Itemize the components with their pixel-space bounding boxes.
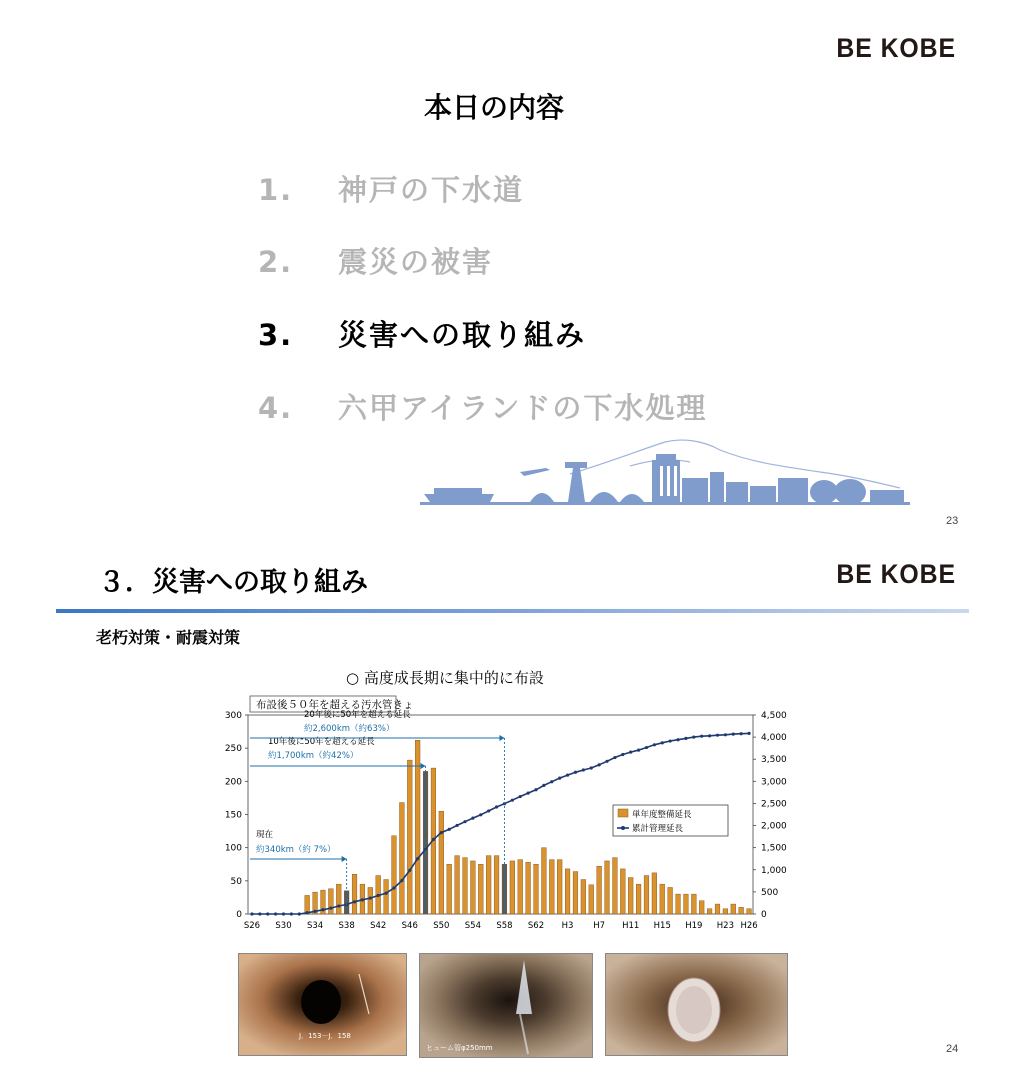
title-divider	[56, 609, 969, 613]
line-point-S45	[400, 879, 403, 882]
line-point-S34	[313, 910, 316, 913]
bar-S54	[471, 861, 476, 914]
bar-H18	[684, 894, 689, 914]
line-point-H5	[582, 768, 585, 771]
agenda-item-1[interactable]	[258, 168, 958, 240]
line-point-S43	[384, 892, 387, 895]
x-tick-label: H26	[740, 921, 758, 931]
legend-swatch-bar	[618, 809, 628, 817]
line-point-H12	[637, 749, 640, 752]
x-tick-label: S62	[527, 921, 545, 931]
line-point-S49	[432, 838, 435, 841]
bar-S53	[463, 858, 468, 914]
y-right-tick-label: 4,500	[761, 711, 787, 721]
bar-S61	[526, 862, 531, 914]
line-point-S35	[321, 908, 324, 911]
line-point-S55	[479, 813, 482, 816]
brand-logo: BE KOBE	[836, 33, 956, 63]
annotation-arrowhead	[499, 735, 504, 741]
line-point-S62	[534, 788, 537, 791]
bar-H19	[691, 894, 696, 914]
line-point-H6	[590, 766, 593, 769]
y-left-tick-label: 0	[236, 910, 242, 920]
y-right-tick-label: 4,000	[761, 733, 787, 744]
legend-label-line: 累計管理延長	[632, 824, 684, 834]
line-point-H10	[621, 753, 624, 756]
page-number: 24	[946, 1043, 959, 1055]
legend-label-bar: 単年度整備延長	[632, 810, 692, 820]
x-tick-label: H11	[622, 921, 640, 931]
pipe-inspection-photo-1	[238, 953, 407, 1056]
bar-S44	[392, 836, 397, 914]
bar-H22	[715, 904, 720, 914]
kobe-skyline-illustration	[420, 432, 910, 512]
bar-H8	[605, 861, 610, 914]
bar-S46	[407, 760, 412, 914]
pipe-length-chart	[220, 692, 787, 940]
bar-H21	[707, 909, 712, 914]
x-tick-label: S38	[338, 921, 355, 931]
bar-H12	[636, 884, 641, 914]
line-point-H20	[700, 735, 703, 738]
bar-H14	[652, 873, 657, 914]
bar-S50	[439, 811, 444, 914]
line-point-S57	[495, 805, 498, 808]
line-point-H23	[724, 733, 727, 736]
line-point-S60	[519, 795, 522, 798]
line-point-S41	[369, 896, 372, 899]
line-point-S52	[456, 824, 459, 827]
line-point-H14	[653, 743, 656, 746]
x-tick-label: H3	[561, 921, 574, 931]
line-point-H26	[747, 732, 750, 735]
bar-S56	[486, 856, 491, 914]
x-tick-label: H7	[593, 921, 606, 931]
line-point-S28	[266, 912, 269, 915]
pipe-inspection-photo-2	[419, 953, 593, 1058]
line-point-S59	[511, 799, 514, 802]
bar-H7	[597, 866, 602, 914]
line-point-H16	[669, 739, 672, 742]
line-point-S51	[448, 828, 451, 831]
photo-caption: ヒューム管φ250mm	[426, 1044, 493, 1052]
y-right-tick-label: 2,000	[761, 821, 787, 832]
agenda-item-label: 災害への取り組み	[338, 318, 587, 352]
line-point-S29	[274, 912, 277, 915]
agenda-item-number: 1.	[258, 173, 294, 207]
annotation-value: 約2,600km（約63%）	[304, 724, 395, 734]
bar-S63	[542, 848, 547, 914]
page-number: 23	[946, 515, 959, 527]
bar-H26	[747, 909, 752, 914]
y-right-tick-label: 0	[761, 910, 767, 920]
agenda-item-3[interactable]	[258, 313, 958, 386]
bar-S52	[455, 856, 460, 914]
bar-S36	[328, 889, 333, 914]
bar-S60	[518, 860, 523, 914]
bar-H6	[589, 885, 594, 914]
line-point-H24	[732, 733, 735, 736]
agenda-item-2[interactable]	[258, 240, 958, 313]
bar-H1	[549, 860, 554, 914]
agenda-item-label: 六甲アイランドの下水処理	[338, 391, 708, 425]
slide-title: 本日の内容	[424, 91, 565, 124]
annotation-arrowhead	[342, 856, 347, 862]
line-point-S61	[527, 791, 530, 794]
x-tick-label: S30	[275, 921, 292, 931]
bar-S62	[534, 864, 539, 914]
bar-H16	[668, 887, 673, 914]
x-tick-label: S54	[464, 921, 481, 931]
bar-H24	[731, 904, 736, 914]
agenda-item-number: 2.	[258, 245, 294, 279]
line-point-S26	[250, 912, 253, 915]
bar-S43	[384, 880, 389, 914]
line-point-H9	[613, 756, 616, 759]
subtitle: 老朽対策・耐震対策	[96, 628, 241, 647]
pipe-inspection-photo-3	[605, 953, 788, 1056]
bar-H11	[628, 878, 633, 914]
bar-S55	[478, 864, 483, 914]
x-tick-label: S34	[306, 921, 324, 931]
y-right-tick-label: 3,500	[761, 755, 787, 766]
bar-S39	[352, 874, 357, 914]
bar-S37	[336, 884, 341, 914]
line-point-H15	[661, 741, 664, 744]
line-point-H18	[684, 737, 687, 740]
line-point-S53	[463, 820, 466, 823]
line-point-H3	[566, 773, 569, 776]
x-tick-label: S26	[243, 921, 261, 931]
line-point-H8	[605, 760, 608, 763]
line-point-S39	[353, 900, 356, 903]
line-point-H25	[740, 732, 743, 735]
line-point-S31	[290, 912, 293, 915]
line-point-H21	[708, 734, 711, 737]
x-tick-label: S58	[496, 921, 513, 931]
line-point-S50	[440, 831, 443, 834]
y-right-tick-label: 500	[761, 887, 779, 898]
line-point-H2	[558, 777, 561, 780]
y-left-tick-label: 150	[224, 810, 242, 821]
line-point-S33	[306, 911, 309, 914]
x-tick-label: S46	[401, 921, 418, 931]
annotation-label: 20年後に50年を超える延長	[304, 710, 411, 720]
line-point-S32	[298, 912, 301, 915]
bar-S57	[494, 856, 499, 914]
line-point-S40	[361, 898, 364, 901]
y-right-tick-label: 1,000	[761, 865, 787, 876]
x-tick-label: S50	[433, 921, 450, 931]
bar-H25	[739, 907, 744, 914]
brand-logo: BE KOBE	[836, 559, 956, 589]
agenda-item-label: 神戸の下水道	[338, 173, 525, 207]
section-title: ３．災害への取り組み	[98, 567, 368, 598]
y-left-tick-label: 200	[224, 777, 242, 788]
x-tick-label: H19	[685, 921, 703, 931]
line-point-S54	[471, 817, 474, 820]
photo-caption: J．153－J．158	[299, 1032, 351, 1040]
bar-H9	[613, 858, 618, 914]
agenda-item-number: 4.	[258, 391, 294, 425]
annotation-arrowhead	[421, 763, 426, 769]
x-tick-label: S42	[370, 921, 387, 931]
line-point-S44	[392, 886, 395, 889]
line-point-H11	[629, 751, 632, 754]
y-left-tick-label: 250	[224, 744, 242, 755]
chart-title: 布設後５０年を超える汚水管きょ	[256, 699, 414, 711]
line-point-S56	[487, 809, 490, 812]
y-right-tick-label: 1,500	[761, 843, 787, 854]
bar-H4	[573, 872, 578, 914]
bar-S59	[510, 861, 515, 914]
line-point-S36	[329, 906, 332, 909]
line-point-H17	[676, 738, 679, 741]
bar-S51	[447, 864, 452, 914]
x-tick-label: H15	[653, 921, 671, 931]
y-left-tick-label: 100	[224, 843, 242, 854]
bar-H3	[565, 869, 570, 914]
y-left-tick-label: 50	[230, 876, 242, 887]
line-point-H19	[692, 735, 695, 738]
y-left-tick-label: 300	[224, 711, 242, 721]
line-point-H7	[598, 763, 601, 766]
bar-S41	[368, 887, 373, 914]
bar-H15	[660, 884, 665, 914]
bar-H2	[557, 860, 562, 914]
bar-H17	[676, 894, 681, 914]
x-tick-label: H23	[716, 921, 734, 931]
agenda-item-number: 3.	[258, 318, 294, 352]
agenda-item-label: 震災の被害	[338, 245, 494, 279]
y-right-tick-label: 3,000	[761, 777, 787, 788]
bar-H23	[723, 909, 728, 914]
bar-S38	[344, 891, 349, 914]
line-point-S27	[258, 912, 261, 915]
line-point-S37	[337, 904, 340, 907]
line-point-S30	[282, 912, 285, 915]
agenda-list	[258, 168, 958, 458]
line-point-S63	[542, 784, 545, 787]
line-point-S42	[377, 894, 380, 897]
line-point-H13	[645, 746, 648, 749]
annotation-value: 約340km（約 7%）	[256, 845, 336, 855]
annotation-value: 約1,700km（約42%）	[268, 751, 359, 761]
line-point-S47	[416, 857, 419, 860]
bar-H10	[620, 869, 625, 914]
line-point-H22	[716, 734, 719, 737]
annotation-label: 現在	[256, 830, 274, 840]
legend	[613, 805, 728, 836]
bar-H5	[581, 880, 586, 914]
bar-S45	[400, 803, 405, 914]
line-point-H4	[574, 771, 577, 774]
line-point-S46	[408, 869, 411, 872]
chart-heading: ○ 高度成長期に集中的に布設	[346, 669, 544, 687]
annotation-label: 10年後に50年を超える延長	[268, 737, 375, 747]
y-right-tick-label: 2,500	[761, 799, 787, 810]
bar-H20	[699, 901, 704, 914]
line-point-H1	[550, 780, 553, 783]
bar-H13	[644, 876, 649, 914]
